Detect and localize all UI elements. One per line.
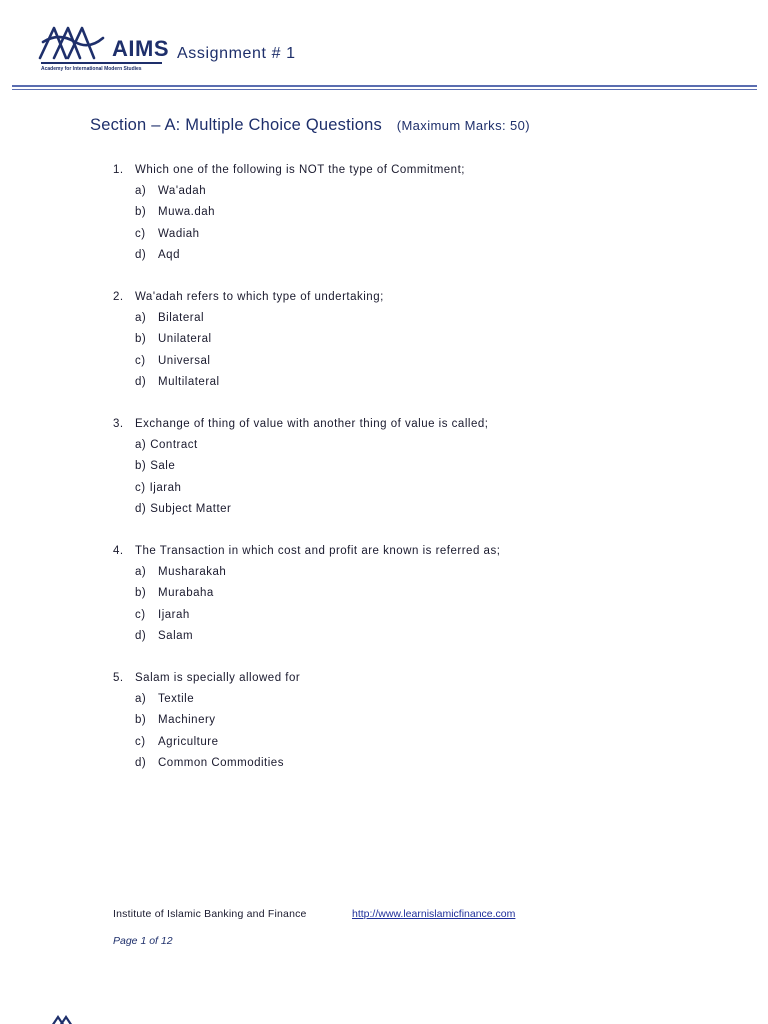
option-text: Ijarah <box>149 481 182 494</box>
option <box>135 478 713 499</box>
option-letter: d) <box>135 248 147 261</box>
option <box>135 710 713 731</box>
section-title: Section – A: Multiple Choice Questions <box>90 116 382 134</box>
question-3 <box>113 414 713 520</box>
question-text: Wa'adah refers to which type of undertaking; <box>135 291 384 304</box>
option-letter: d) <box>135 375 147 388</box>
header-rule <box>12 85 757 87</box>
question-text: The Transaction in which cost and profit are known is referred as; <box>135 545 501 558</box>
option <box>135 351 713 372</box>
next-page-logo-icon <box>50 1014 80 1024</box>
question-number: 1. <box>113 164 124 176</box>
aims-logo-mark-icon <box>37 22 117 62</box>
section-heading <box>90 116 530 135</box>
section-marks: (Maximum Marks: 50) <box>396 118 530 133</box>
option-letter: d) <box>135 756 147 769</box>
option-letter: c) <box>135 227 146 240</box>
option <box>135 308 713 329</box>
option-letter: c) <box>135 608 146 621</box>
option-text: Wadiah <box>158 227 200 240</box>
question-number: 4. <box>113 545 124 558</box>
question-number: 5. <box>113 672 124 685</box>
question-1 <box>113 160 713 266</box>
question-stem <box>113 287 713 308</box>
option-text: Universal <box>158 354 211 367</box>
option <box>135 583 713 604</box>
option-list <box>113 181 713 266</box>
aims-logo <box>37 22 169 78</box>
option-text: Wa'adah <box>158 185 207 198</box>
option-text: Sale <box>150 460 176 473</box>
option-list <box>113 435 713 520</box>
option <box>135 329 713 350</box>
option <box>135 753 713 774</box>
option-letter: c) <box>135 354 146 367</box>
option-text: Textile <box>158 693 195 706</box>
question-stem <box>113 541 713 562</box>
option <box>135 245 713 266</box>
option-letter: b) <box>135 206 147 219</box>
option <box>135 224 713 245</box>
option-list <box>113 562 713 647</box>
question-list <box>113 160 713 795</box>
option-text: Subject Matter <box>150 502 232 515</box>
footer-institute: Institute of Islamic Banking and Finance <box>113 908 307 920</box>
question-text: Salam is specially allowed for <box>135 672 301 685</box>
option-letter: d) <box>135 502 147 515</box>
option <box>135 605 713 626</box>
option-letter: a) <box>135 566 147 579</box>
option-text: Musharakah <box>158 566 227 579</box>
option-list <box>113 689 713 774</box>
option <box>135 372 713 393</box>
option <box>135 456 713 477</box>
option <box>135 689 713 710</box>
option <box>135 181 713 202</box>
option-letter: b) <box>135 714 147 727</box>
header-rule-thin <box>12 89 757 90</box>
assignment-title: Assignment # 1 <box>177 45 296 62</box>
option-text: Machinery <box>158 714 216 727</box>
logo-divider <box>41 62 162 64</box>
option <box>135 202 713 223</box>
question-stem <box>113 668 713 689</box>
option-letter: a) <box>135 439 147 452</box>
option-letter: b) <box>135 587 147 600</box>
page-number: Page 1 of 12 <box>113 935 173 947</box>
option-letter: d) <box>135 629 147 642</box>
option-text: Murabaha <box>158 587 214 600</box>
option-text: Common Commodities <box>158 756 284 769</box>
question-4 <box>113 541 713 647</box>
option-text: Multilateral <box>158 375 220 388</box>
option-text: Contract <box>150 439 198 452</box>
question-number: 3. <box>113 418 124 431</box>
question-text: Which one of the following is NOT the type of Commitment; <box>135 164 465 176</box>
option-list <box>113 308 713 393</box>
question-2 <box>113 287 713 393</box>
question-stem <box>113 160 713 181</box>
question-5 <box>113 668 713 774</box>
option <box>135 435 713 456</box>
option-text: Unilateral <box>158 333 212 346</box>
option <box>135 626 713 647</box>
logo-text: AIMS <box>112 36 169 61</box>
option-text: Salam <box>158 629 194 642</box>
question-number: 2. <box>113 291 124 304</box>
question-text: Exchange of thing of value with another thing of value is called; <box>135 418 489 431</box>
logo-subtitle: Academy for International Modern Studies <box>41 66 142 72</box>
option-letter: a) <box>135 693 147 706</box>
option-text: Aqd <box>158 248 180 261</box>
option-letter: c) <box>135 735 146 748</box>
option-letter: b) <box>135 460 147 473</box>
option <box>135 562 713 583</box>
footer-website-link[interactable]: http://www.learnislamicfinance.com <box>352 908 516 920</box>
option <box>135 499 713 520</box>
option-letter: c) <box>135 481 146 494</box>
option-letter: a) <box>135 312 147 325</box>
option-text: Agriculture <box>158 735 219 748</box>
option-text: Ijarah <box>158 608 190 621</box>
question-stem <box>113 414 713 435</box>
option-text: Muwa.dah <box>158 206 216 219</box>
option-text: Bilateral <box>158 312 205 325</box>
option-letter: b) <box>135 333 147 346</box>
option-letter: a) <box>135 185 147 198</box>
option <box>135 732 713 753</box>
